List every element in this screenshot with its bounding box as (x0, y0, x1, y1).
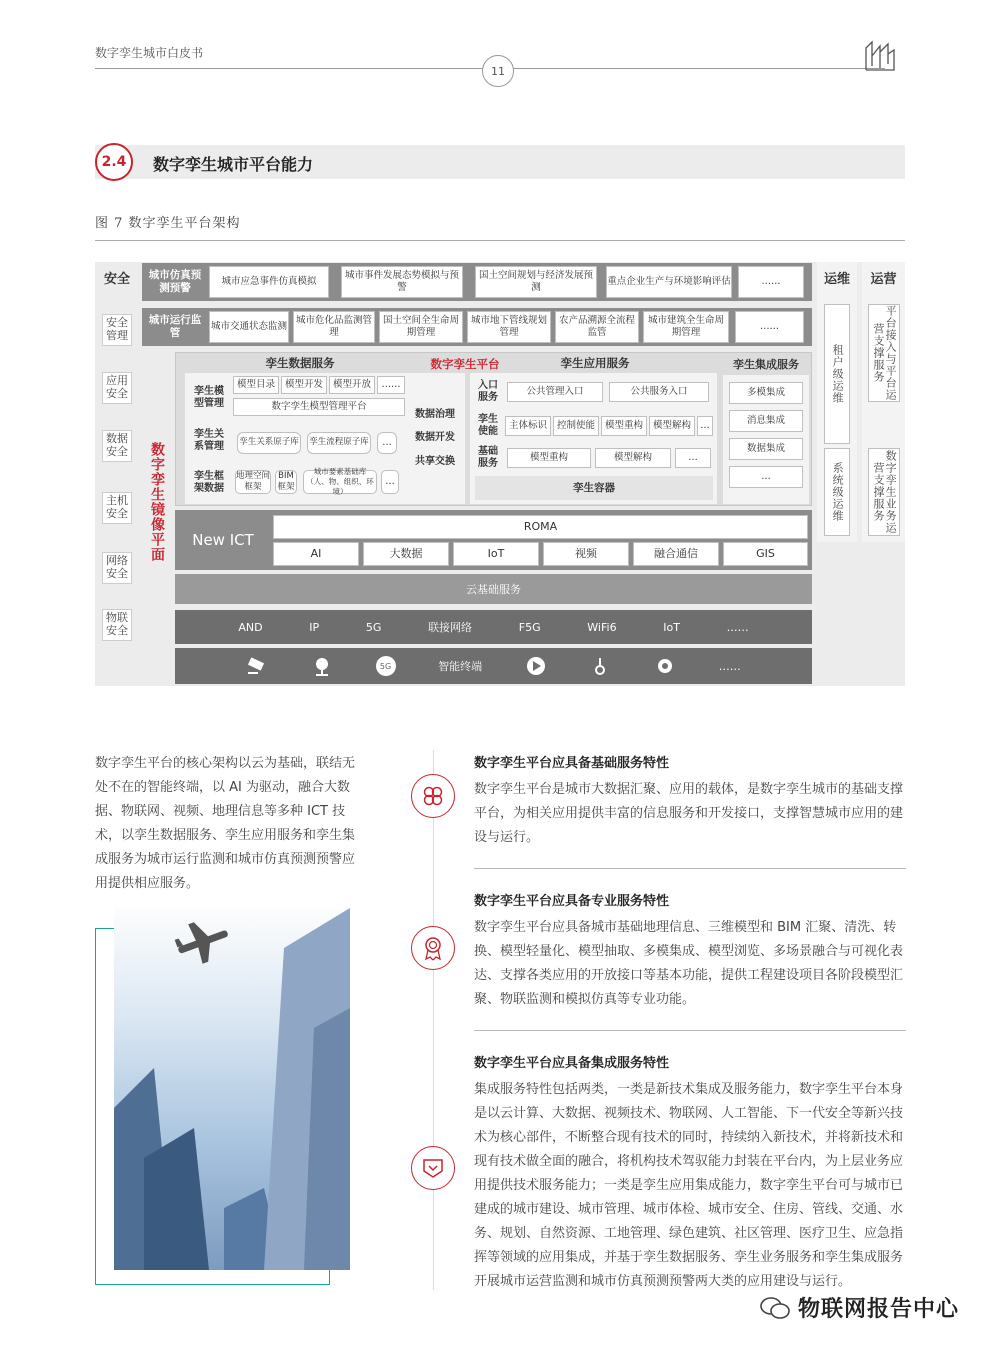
data-governance: 数据治理 (415, 409, 455, 420)
integration-item: … (729, 466, 803, 488)
mirror-plane-label: 数字孪生镜像平面 (149, 442, 165, 562)
operations-item: 国土空间全生命周期管理 (379, 311, 463, 343)
base-service-item: 模型重构 (507, 448, 591, 468)
play-icon (525, 656, 547, 676)
model-mgmt-item: 模型开放 (329, 376, 375, 394)
architecture-diagram (95, 262, 905, 686)
5g-badge-icon: 5G (376, 656, 396, 676)
timeline-line (433, 750, 434, 1290)
integration-item: 消息集成 (729, 410, 803, 432)
operations-label: 城市运行监管 (148, 313, 202, 339)
yunwei-title: 运维 (823, 272, 850, 288)
relation-more: … (377, 432, 397, 454)
network-item: WiFi6 (587, 620, 617, 634)
network-item: IP (309, 620, 320, 634)
network-item: F5G (518, 620, 541, 634)
page-number: 11 (482, 55, 514, 87)
intro-paragraph: 数字孪生平台的核心架构以云为基础，联结无处不在的智能终端，以 AI 为驱动，融合大数据、物联网、视频、地理信息等多种 ICT 技术，以孪生数据服务、孪生应用服务和孪生集成服务为城市运行监测和城市仿真预测预警应用提供相应服务。 (95, 756, 356, 891)
section-number: 2.4 (95, 143, 133, 181)
data-service-title: 孪生数据服务 (265, 356, 335, 371)
roma-bar: ROMA (273, 515, 808, 539)
relation-atom-db: 孪生关系原子库 (237, 432, 301, 454)
security-item: 物联安全 (102, 609, 132, 641)
operations-item: 城市交通状态监测 (209, 311, 289, 343)
enable-label: 孪生使能 (478, 414, 498, 437)
yunying-item: 数字孪生业务运营支撑服务 (868, 448, 900, 536)
base-service-item: 模型解构 (595, 448, 671, 468)
feature-title: 数字孪生平台应具备集成服务特性 (474, 1056, 670, 1071)
award-badge-icon (411, 926, 455, 970)
model-mgmt-item: …… (377, 376, 405, 394)
feature-text: 数字孪生平台是城市大数据汇聚、应用的载体，是数字孪生城市的基础支撑平台，为相关应用提供丰富的信息服务和开发接口，支撑智慧城市应用的建设与运行。 (474, 782, 904, 845)
integration-item: 多模集成 (729, 382, 803, 404)
frame-data-label: 孪生框架数据 (194, 471, 224, 494)
ict-item: GIS (723, 542, 808, 566)
ict-item: IoT (453, 542, 539, 566)
wechat-icon (760, 1295, 790, 1321)
clover-icon (411, 774, 455, 818)
frame-data-item: … (381, 470, 399, 494)
ict-item: AI (273, 542, 359, 566)
simulation-item: 国土空间规划与经济发展预测 (475, 266, 597, 298)
diamond-box-icon (411, 1146, 455, 1190)
simulation-item: …… (738, 266, 804, 298)
enable-item: … (697, 416, 713, 436)
model-mgmt-item: 模型目录 (233, 376, 279, 394)
section-title: 数字孪生城市平台能力 (153, 155, 314, 174)
ict-item: 融合通信 (633, 542, 719, 566)
simulation-item: 重点企业生产与环境影响评估 (606, 266, 732, 298)
key-icon (589, 656, 611, 676)
data-sharing: 共享交换 (415, 456, 455, 467)
yunying-item: 平台接入与平台运营支撑服务 (868, 304, 900, 402)
twin-container: 孪生容器 (475, 476, 713, 500)
data-development: 数据开发 (415, 432, 455, 443)
feature-text: 数字孪生平台应具备城市基础地理信息、三维模型和 BIM 汇聚、清洗、转换、模型轻量化、模型抽取、多模集成、模型浏览、多场景融合与可视化表达、支撑各类应用的开放接口等基本功能，提供工程建设项目各阶段模型汇聚、物联监测和模拟仿真等专业功能。 (474, 920, 904, 1007)
security-item: 数据安全 (102, 430, 132, 462)
ict-item: 视频 (543, 542, 629, 566)
yunwei-item: 系统级运维 (824, 448, 850, 536)
terminal-layer (175, 648, 812, 684)
operations-item: 农产品溯源全流程监管 (555, 311, 639, 343)
integration-title: 孪生集成服务 (733, 358, 799, 372)
frame-data-item: 城市要素基础库（人、物、组织、环境） (303, 470, 377, 494)
network-layer (175, 610, 812, 644)
frame-data-item: BIM框架 (275, 470, 297, 494)
network-item: AND (238, 620, 263, 634)
simulation-item: 城市事件发展态势模拟与预警 (341, 266, 463, 298)
ict-item: 大数据 (363, 542, 449, 566)
model-mgmt-label: 孪生模型管理 (194, 386, 224, 409)
watermark-text: 物联网报告中心 (798, 1297, 960, 1322)
enable-item: 模型解构 (649, 416, 695, 436)
terminal-label: 智能终端 (438, 660, 483, 673)
operations-item: …… (735, 311, 804, 343)
security-title: 安全 (103, 272, 130, 288)
feature-title: 数字孪生平台应具备基础服务特性 (474, 756, 670, 771)
security-item: 安全管理 (102, 314, 132, 346)
entry-service-label: 入口服务 (478, 380, 498, 403)
cloud-node-icon (311, 656, 333, 676)
terminal-more: …… (718, 659, 741, 673)
operations-item: 城市危化品监测管理 (293, 311, 375, 343)
integration-item: 数据集成 (729, 438, 803, 460)
enable-item: 主体标识 (505, 416, 551, 436)
enable-item: 控制使能 (553, 416, 599, 436)
feature-title: 数字孪生平台应具备专业服务特性 (474, 894, 670, 909)
network-item: IoT (663, 620, 680, 634)
gear-icon (654, 656, 676, 676)
security-item: 主机安全 (102, 492, 132, 524)
model-mgmt-platform: 数字孪生模型管理平台 (233, 398, 405, 416)
watermark (760, 1292, 959, 1323)
process-atom-db: 孪生流程原子库 (307, 432, 371, 454)
relation-mgmt-label: 孪生关系管理 (194, 429, 224, 452)
network-item: 联接网络 (428, 621, 473, 634)
feature-divider (474, 868, 906, 869)
app-service-title: 孪生应用服务 (560, 356, 630, 371)
operations-item: 城市地下管线规划管理 (467, 311, 551, 343)
frame-data-item: 地理空间框架 (236, 470, 271, 492)
yunying-title: 运营 (870, 272, 897, 288)
simulation-label: 城市仿真预测预警 (148, 268, 202, 294)
camera-icon (246, 656, 268, 676)
city-skyline-image (114, 908, 350, 1270)
new-ict-label: New ICT (192, 531, 254, 549)
public-mgmt-entry: 公共管理入口 (507, 382, 603, 402)
skyline-illustration (114, 908, 350, 1270)
platform-title: 数字孪生平台 (430, 357, 500, 371)
network-item: …… (726, 620, 749, 634)
simulation-item: 城市应急事件仿真模拟 (209, 266, 329, 298)
base-service-label: 基础服务 (478, 446, 498, 469)
enable-item: 模型重构 (601, 416, 647, 436)
document-title: 数字孪生城市白皮书 (95, 46, 204, 60)
feature-divider (474, 1030, 906, 1031)
cloud-layer: 云基础服务 (175, 574, 812, 604)
public-service-entry: 公共服务入口 (609, 382, 709, 402)
operations-item: 城市建筑全生命周期管理 (643, 311, 729, 343)
feature-text: 集成服务特性包括两类，一类是新技术集成及服务能力，数字孪生平台本身是以云计算、大数据、视频技术、物联网、人工智能、下一代安全等新兴技术为核心部件，不断整合现有技术的同时，持续纳入新技术，并将新技术和现有技术做全面的融合，将机构技术驾驭能力封装在平台内，为上层业务应用提供技术服务能力；一类是孪生应用集成能力，数字孪生平台可与城市已建成的城市建设、城市管理、城市体检、城市安全、住房、管线、交通、水务、规划、自然资源、工地管理、绿色建筑、社区管理、医疗卫生、应急指挥等领域的应用集成，并基于孪生数据服务、孪生业务服务和孪生集成服务开展城市运营监测和城市仿真预测预警两大类的应用建设与运行。 (474, 1082, 904, 1289)
figure-caption: 图 7 数字孪生平台架构 (95, 216, 241, 231)
network-item: 5G (365, 620, 382, 634)
logo-icon (862, 38, 898, 72)
base-service-item: … (675, 448, 711, 468)
security-item: 应用安全 (102, 372, 132, 404)
caption-divider (95, 240, 905, 241)
security-item: 网络安全 (102, 552, 132, 584)
yunwei-item: 租户级运维 (824, 304, 850, 444)
model-mgmt-item: 模型开发 (281, 376, 327, 394)
